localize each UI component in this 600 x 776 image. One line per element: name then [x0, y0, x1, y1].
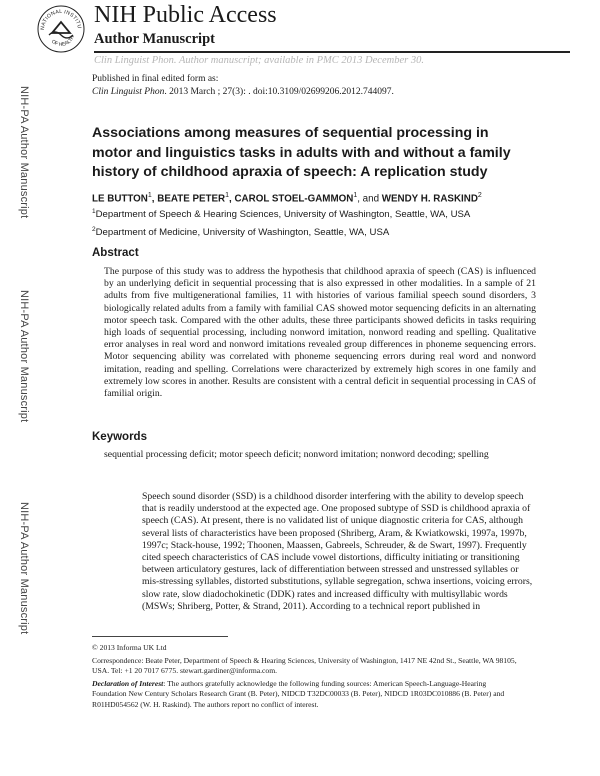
svg-text:NATIONAL INSTITUTES: [36, 4, 82, 30]
author-affiliation-mark: 2: [477, 192, 482, 199]
author-name: WENDY H. RASKIND: [381, 193, 478, 205]
article-title: Associations among measures of sequential processing in motor and linguistics tasks in adults with and without a family history of childhood apraxia of speech: A replication study: [92, 125, 511, 180]
author-affiliation-mark: 1: [353, 192, 358, 199]
publication-title: NIH Public Access: [94, 2, 277, 28]
logo-text-top: NATIONAL INSTITU: [39, 8, 83, 31]
affiliation: $^1$Department of Speech & Hearing Sciences, University of Washington, Seattle, WA, USA: [92, 208, 471, 221]
author-list: LE BUTTON$^1$, BEATE PETER$^1$, CAROL STOEL-GAMMON$^1$, and WENDY H. RASKIND$^2$: [92, 192, 482, 205]
header-rule: [94, 51, 570, 53]
correspondence-note: Correspondence: Beate Peter, Department of Speech & Hearing Sciences, University of Washington, 1417 NE 42nd St., Seattle, WA 98105, USA. Tel: +1 20 7017 6775. stewart.gardiner@informa.com.: [92, 656, 517, 676]
footnote-rule: [92, 636, 228, 637]
published-label: Published in final edited form as:: [92, 74, 219, 84]
copyright-note: © 2013 Informa UK Ltd: [92, 643, 167, 652]
citation-journal: Clin Linguist Phon: [92, 87, 165, 97]
citation-details: . 2013 March ; 27(3): . doi:10.3109/02699206.2012.744097.: [164, 87, 394, 97]
nih-logo: [36, 4, 86, 54]
keywords-heading: Keywords: [92, 431, 147, 443]
author-affiliation-mark: 1: [147, 192, 152, 199]
journal-availability: Clin Linguist Phon. Author manuscript; available in PMC 2013 December 30.: [94, 55, 424, 66]
author-name: LE BUTTON: [92, 193, 148, 205]
interest-label: Declaration of Interest: [92, 679, 164, 688]
keywords-text: sequential processing deficit; motor speech deficit; nonword imitation; nonword decoding; spelling: [104, 449, 489, 460]
introduction-text: Speech sound disorder (SSD) is a childhood disorder interfering with the ability to develop speech that is readily understood at the expected age. One proposed subtype of SSD is childhood apraxia of speech (CAS). At present, there is no validated list of unique diagnostic criteria for CAS, although several lists of characteristics have been proposed (Shriberg, Aram, & Kwiatkowski, 1997a, 1997b, 1997c; Stack-house, 1992; Thoonen, Maassen, Gabreels, Schreuder, & de Swart, 1997). Frequently cited speech characteristics of CAS include vowel distortions, difficulty initiating or transitioning between articulatory gestures, lack of differentiation between stressed and unstressed syllables or mis-stressing syllables, distorted substitutions, syllable segregation, schwa insertions, voicing errors, slow rate, slow diadochokinetic (DDK) rates and increased difficulty with multisyllabic words (MSWs; Shriberg, Potter, & Strand, 2011). According to a technical report published in: [142, 491, 533, 612]
logo-text-bottom: OF HEALTH: [50, 34, 77, 48]
author-name: CAROL STOEL-GAMMON: [234, 193, 354, 205]
side-watermark: NIH-PA Author Manuscript: [18, 290, 30, 423]
citation: [92, 87, 394, 97]
side-watermark: NIH-PA Author Manuscript: [18, 502, 30, 635]
side-watermark: NIH-PA Author Manuscript: [18, 86, 30, 219]
affiliation: $^2$Department of Medicine, University of Washington, Seattle, WA, USA: [92, 226, 390, 239]
author-name: BEATE PETER: [157, 193, 226, 205]
author-manuscript-label: Author Manuscript: [94, 31, 215, 47]
declaration-of-interest: [92, 679, 522, 710]
abstract-text: The purpose of this study was to address the hypothesis that childhood apraxia of speech (CAS) is influenced by an underlying deficit in sequential processing that is also expressed in other modalities. In a sample of 21 adults from five multigenerational families, 11 with histories of various familial speech sound disorders, 3 biologically related adults from a family with familial CAS showed motor sequencing deficits in an alternating motor speech task. Compared with the other adults, these three participants showed deficits in tasks requiring high loads of sequential processing, including nonword imitation, nonword reading and spelling. Qualitative error analyses in real word and nonword imitations revealed group differences in phoneme sequencing errors. Motor sequencing ability was correlated with phoneme sequencing errors during real word and nonword imitation, reading and spelling. Correlations were characterized by extremely high scores in one family and extremely low scores in another. Results are consistent with a central deficit in sequential processing in CAS of familial origin.: [104, 266, 536, 400]
interest-text: : The authors gratefully acknowledge the following funding sources: American Speech-Language-Hearing Foundation New Century Scholars Research Grant (B. Peter), NIDCD T32DC00033 (B. Peter), NIDCD 1R03DC010886 (B. Peter) and R01HD054562 (W. H. Raskind). The authors report no conflict of interest.: [92, 679, 505, 709]
abstract-heading: Abstract: [92, 247, 139, 259]
author-affiliation-mark: 1: [225, 192, 230, 199]
